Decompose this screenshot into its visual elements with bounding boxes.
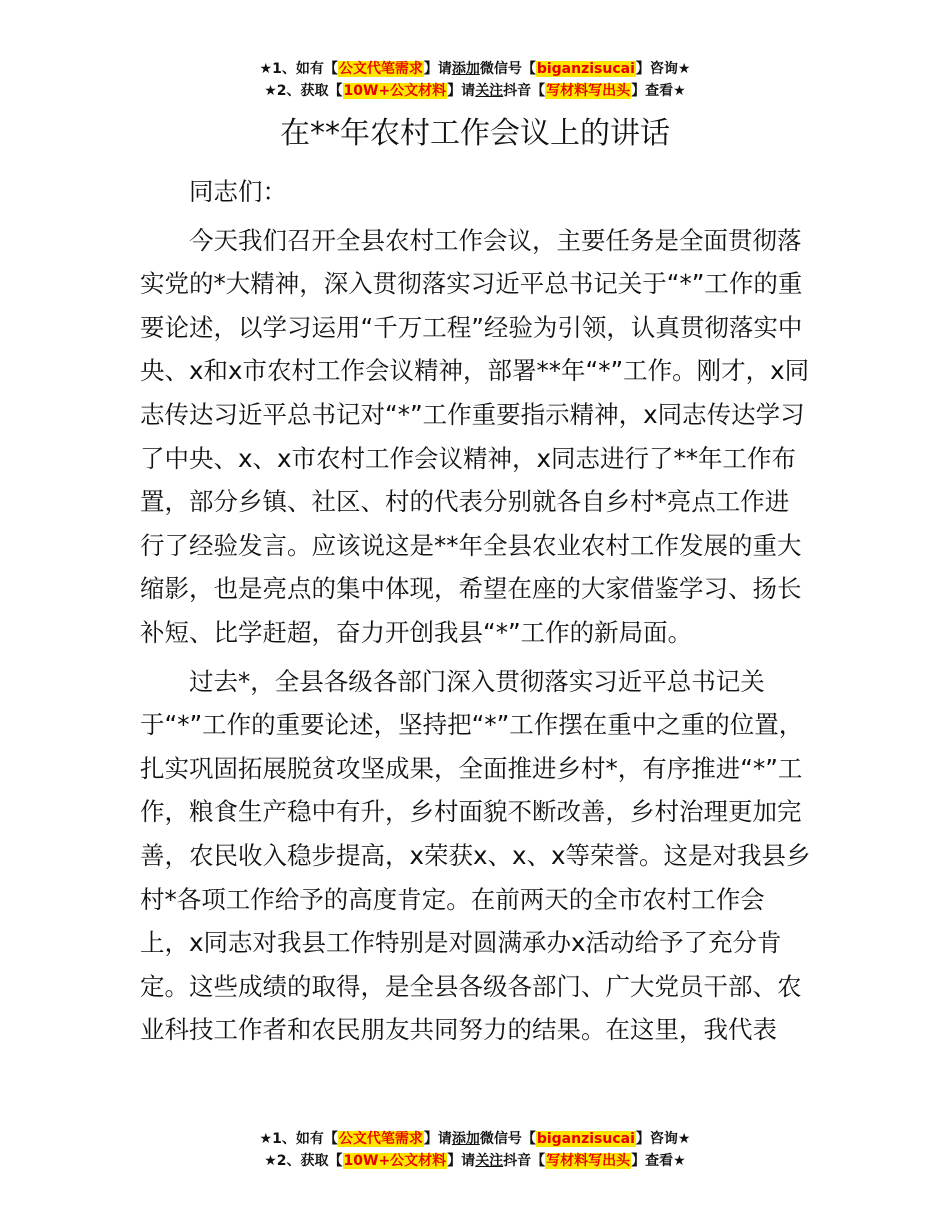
footer-banner (0, 1128, 950, 1172)
highlight-text: biganzisucai (536, 1131, 635, 1147)
highlight-text: biganzisucai (536, 61, 635, 77)
highlight-text: 写材料写出头 (546, 1153, 631, 1169)
document-title: 在**年农村工作会议上的讲话 (280, 116, 670, 151)
banner-text: 】请 (423, 1131, 452, 1147)
underlined-text: 添加 (451, 61, 480, 77)
underlined-text: 关注 (475, 1153, 504, 1169)
document-body (140, 170, 812, 1057)
highlight-text: 写材料写出头 (546, 83, 631, 99)
banner-text: 】咨询★ (635, 1131, 691, 1147)
banner-text: 】咨询★ (635, 61, 691, 77)
banner-line-1 (0, 1128, 950, 1150)
banner-line-2 (0, 1150, 950, 1172)
body-paragraph: 今天我们召开全县农村工作会议，主要任务是全面贯彻落实党的*大精神，深入贯彻落实习近平总书记关于“*”工作的重要论述，以学习运用“千万工程”经验为引领，认真贯彻落实中央、x和x市农村工作会议精神，部署**年“*”工作。刚才，x同志传达习近平总书记对“*”工作重要指示精神，x同志传达学习了中央、x、x市农村工作会议精神，x同志进行了**年工作布置，部分乡镇、社区、村的代表分别就各自乡村*亮点工作进行了经验发言。应该说这是**年全县农业农村工作发展的重大缩影，也是亮点的集中体现，希望在座的大家借鉴学习、扬长补短、比学赶超，奋力开创我县“*”工作的新局面。 (140, 225, 810, 647)
banner-text: 】查看★ (631, 83, 686, 99)
highlight-text: 10W+公文材料 (343, 83, 447, 99)
banner-text: 】请 (423, 61, 452, 77)
banner-text: ★1、如有【 (259, 61, 338, 77)
banner-text: ★2、获取【 (264, 1153, 343, 1169)
banner-text: 抖音【 (503, 1153, 546, 1169)
banner-line-2 (0, 80, 950, 102)
banner-text: ★2、获取【 (264, 83, 343, 99)
banner-text: 微信号【 (479, 61, 536, 77)
salutation: 同志们： (189, 177, 287, 206)
highlight-text: 10W+公文材料 (343, 1153, 447, 1169)
banner-line-1 (0, 58, 950, 80)
body-paragraph: 过去*，全县各级各部门深入贯彻落实习近平总书记关于“*”工作的重要论述，坚持把“*”工作摆在重中之重的位置，扎实巩固拓展脱贫攻坚成果，全面推进乡村*，有序推进“*”工作，粮食生产稳中有升，乡村面貌不断改善，乡村治理更加完善，农民收入稳步提高，x荣获x、x、x等荣誉。这是对我县乡村*各项工作给予的高度肯定。在前两天的全市农村工作会上，x同志对我县工作特别是对圆满承办x活动给予了充分肯定。这些成绩的取得，是全县各级各部门、广大党员干部、农业科技工作者和农民朋友共同努力的结果。在这里，我代表 (140, 666, 811, 1045)
banner-text: 微信号【 (479, 1131, 536, 1147)
banner-text: 】请 (447, 1153, 476, 1169)
banner-text: 】请 (447, 83, 476, 99)
banner-text: 抖音【 (503, 83, 546, 99)
banner-text: ★1、如有【 (259, 1131, 338, 1147)
header-banner (0, 58, 950, 102)
highlight-text: 公文代笔需求 (338, 61, 423, 77)
highlight-text: 公文代笔需求 (338, 1131, 423, 1147)
banner-text: 】查看★ (631, 1153, 686, 1169)
underlined-text: 添加 (451, 1131, 480, 1147)
underlined-text: 关注 (475, 83, 504, 99)
